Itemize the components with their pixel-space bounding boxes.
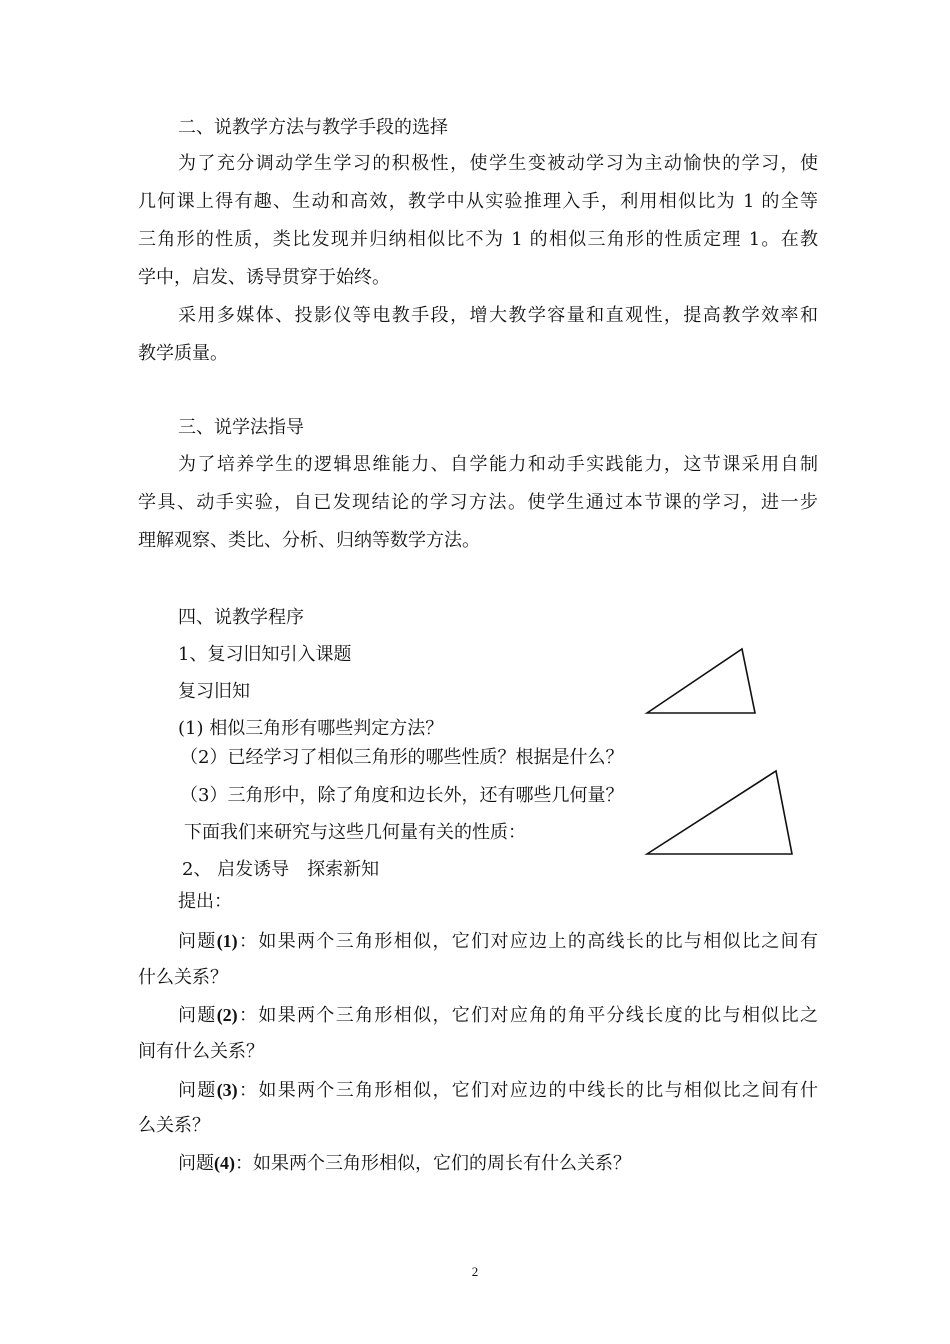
question-line: 么关系？ — [138, 1115, 210, 1136]
section-heading: 四、说教学程序 — [178, 607, 304, 628]
question-number: (2) — [216, 1005, 238, 1025]
review-item: （2）已经学习了相似三角形的哪些性质？根据是什么？ — [180, 747, 624, 768]
paragraph-line: 为了培养学生的逻辑思维能力、自学能力和动手实践能力，这节课采用自制 — [178, 454, 818, 475]
review-item: （3）三角形中，除了角度和边长外，还有哪些几何量？ — [180, 785, 624, 806]
paragraph-line: 学具、动手实验，自已发现结论的学习方法。使学生通过本节课的学习，进一步 — [138, 492, 818, 513]
question-text: ：如果两个三角形相似，它们对应边的中线长的比与相似比之间有什 — [237, 1080, 818, 1101]
step-heading: 2、 启发诱导 探索新知 — [182, 859, 380, 880]
question-line: 间有什么关系？ — [138, 1041, 264, 1062]
question-line — [178, 929, 818, 954]
paragraph-line: 学中，启发、诱导贯穿于始终。 — [138, 267, 390, 288]
question-label: 问题 — [178, 931, 217, 952]
question-text: ：如果两个三角形相似，它们对应角的角平分线长度的比与相似比之 — [237, 1005, 818, 1026]
question-number: (1) — [216, 931, 238, 951]
paragraph-line: 几何课上得有趣、生动和高效，教学中从实验推理入手，利用相似比为 1 的全等 — [138, 191, 818, 212]
question-line — [178, 1003, 818, 1028]
question-line: 什么关系？ — [138, 967, 228, 988]
paragraph-line: 理解观察、类比、分析、归纳等数学方法。 — [138, 530, 480, 551]
question-text: ：如果两个三角形相似，它们的周长有什么关系？ — [235, 1153, 631, 1174]
paragraph-line: 为了充分调动学生学习的积极性，使学生变被动学习为主动愉快的学习，使 — [178, 153, 818, 174]
section-heading: 三、说学法指导 — [178, 417, 304, 438]
paragraph-line: 采用多媒体、投影仪等电教手段，增大教学容量和直观性，提高教学效率和 — [178, 305, 818, 326]
small-triangle-figure — [640, 640, 765, 722]
question-label: 问题 — [178, 1080, 217, 1101]
review-item: (1) 相似三角形有哪些判定方法？ — [178, 718, 444, 739]
question-label: 问题 — [178, 1005, 217, 1026]
question-line — [178, 1078, 818, 1103]
question-number: (4) — [214, 1153, 235, 1173]
paragraph-line: 教学质量。 — [138, 343, 228, 364]
transition-text: 下面我们来研究与这些几何量有关的性质： — [184, 822, 526, 843]
paragraph-line: 三角形的性质，类比发现并归纳相似比不为 1 的相似三角形的性质定理 1。在教 — [138, 229, 818, 250]
question-text: ：如果两个三角形相似，它们对应边上的高线长的比与相似比之间有 — [237, 931, 818, 952]
question-number: (3) — [216, 1080, 238, 1100]
question-label: 问题 — [178, 1153, 214, 1174]
propose-label: 提出： — [178, 891, 232, 912]
section-heading: 二、说教学方法与教学手段的选择 — [178, 117, 448, 138]
step-heading: 1、复习旧知引入课题 — [178, 644, 352, 665]
question-line — [178, 1151, 631, 1176]
large-triangle-figure — [640, 762, 800, 862]
subheading: 复习旧知 — [178, 681, 250, 702]
page-number: 2 — [471, 1264, 479, 1279]
